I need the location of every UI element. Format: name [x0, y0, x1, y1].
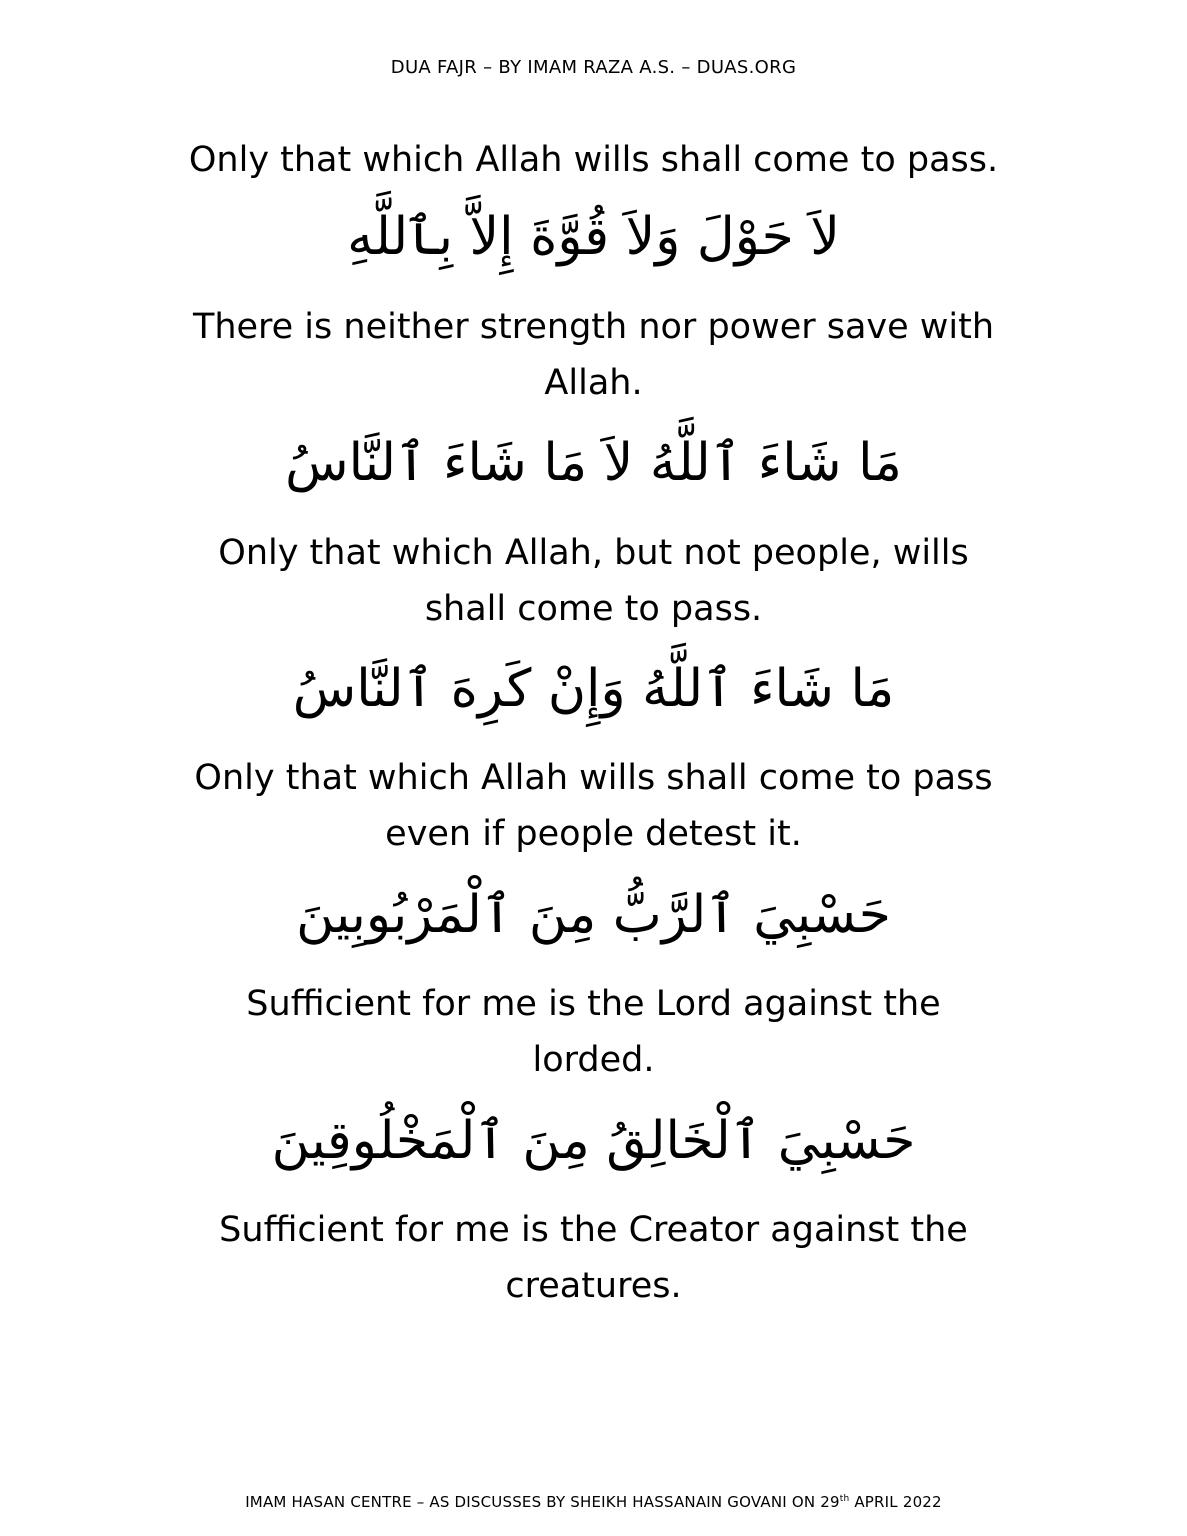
- arabic-verse: لاَ حَوْلَ وَلاَ قُوَّةَ إِلاَّ بِٱللَّهِ: [347, 207, 840, 267]
- english-translation-line: There is neither strength nor power save with: [192, 307, 995, 347]
- english-translation-line: Only that which Allah wills shall come to pass: [194, 758, 993, 798]
- english-translation-line: even if people detest it.: [385, 814, 802, 854]
- arabic-verse: مَا شَاءَ ٱللَّهُ وَإِنْ كَرِهَ ٱلنَّاسُ: [292, 659, 895, 719]
- arabic-verse: مَا شَاءَ ٱللَّهُ لاَ مَا شَاءَ ٱلنَّاسُ: [285, 433, 902, 493]
- footer-superscript: th: [839, 1494, 850, 1504]
- english-translation-line: Sufficient for me is the Lord against the: [246, 984, 941, 1024]
- english-translation-line: Sufficient for me is the Creator against the: [219, 1210, 968, 1250]
- arabic-verse: حَسْبِيَ ٱلرَّبُّ مِنَ ٱلْمَرْبُوبِينَ: [296, 885, 891, 945]
- footer-text-end: APRIL 2022: [849, 1493, 942, 1511]
- page-footer: [0, 1493, 1187, 1511]
- english-translation-line: Only that which Allah, but not people, wills: [218, 533, 969, 573]
- english-translation-line: shall come to pass.: [424, 589, 763, 629]
- arabic-verse: حَسْبِيَ ٱلْخَالِقُ مِنَ ٱلْمَخْلُوقِينَ: [271, 1111, 916, 1171]
- page-header: DUA FAJR – BY IMAM RAZA A.S. – DUAS.ORG: [390, 57, 797, 78]
- footer-text: IMAM HASAN CENTRE – AS DISCUSSES BY SHEIKH HASSANAIN GOVANI ON 29: [245, 1493, 840, 1511]
- english-translation-line: Allah.: [544, 363, 643, 403]
- english-translation-line: creatures.: [505, 1266, 682, 1306]
- english-translation-line: lorded.: [532, 1040, 655, 1080]
- english-translation-line: Only that which Allah wills shall come to pass.: [188, 140, 999, 180]
